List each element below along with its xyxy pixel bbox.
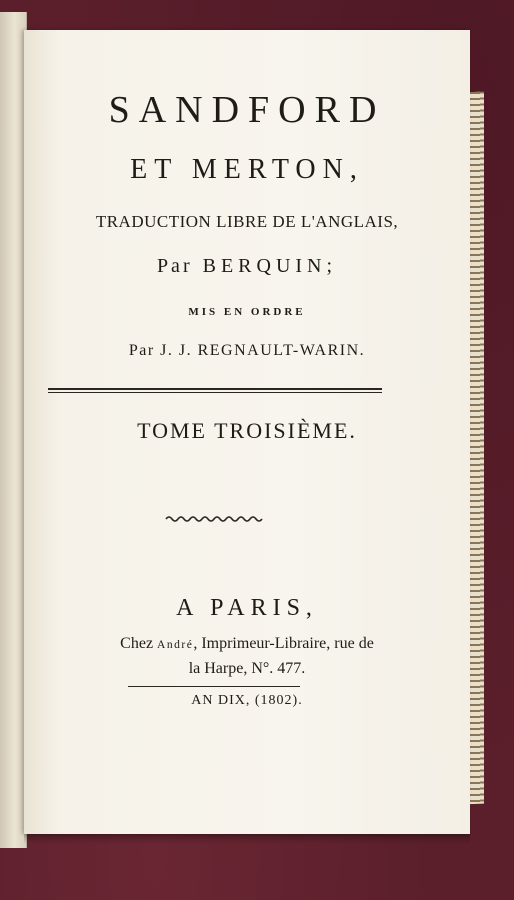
arranged-by-label: MIS EN ORDRE (188, 306, 306, 318)
publisher-prefix: Chez (120, 635, 154, 652)
publication-date: AN DIX, (1802). (191, 693, 303, 708)
volume-label: TOME TROISIÈME. (137, 418, 357, 443)
publisher-line-1 (24, 635, 470, 653)
author-line (24, 255, 470, 278)
author-prefix: Par (156, 255, 193, 277)
publisher-name: André (157, 639, 194, 651)
book-title-line-2: ET MERTON, (130, 154, 364, 185)
editor-line (24, 342, 470, 360)
publisher-line-2: la Harpe, N°. 477. (188, 660, 306, 677)
editor-name: J. J. REGNAULT-WARIN. (160, 342, 366, 359)
book-subtitle: TRADUCTION LIBRE DE L'ANGLAIS, (95, 212, 399, 231)
publication-place: A PARIS, (176, 595, 318, 621)
author-name: BERQUIN; (202, 255, 338, 277)
editor-prefix: Par (128, 342, 155, 359)
book-title-line-1: SANDFORD (108, 89, 386, 131)
double-rule (48, 388, 382, 393)
page-shadow (24, 834, 470, 844)
publisher-address: , Imprimeur-Libraire, rue de (193, 635, 374, 652)
thin-rule (128, 686, 300, 687)
left-page-edge (0, 12, 27, 848)
ornament-divider (164, 514, 264, 524)
